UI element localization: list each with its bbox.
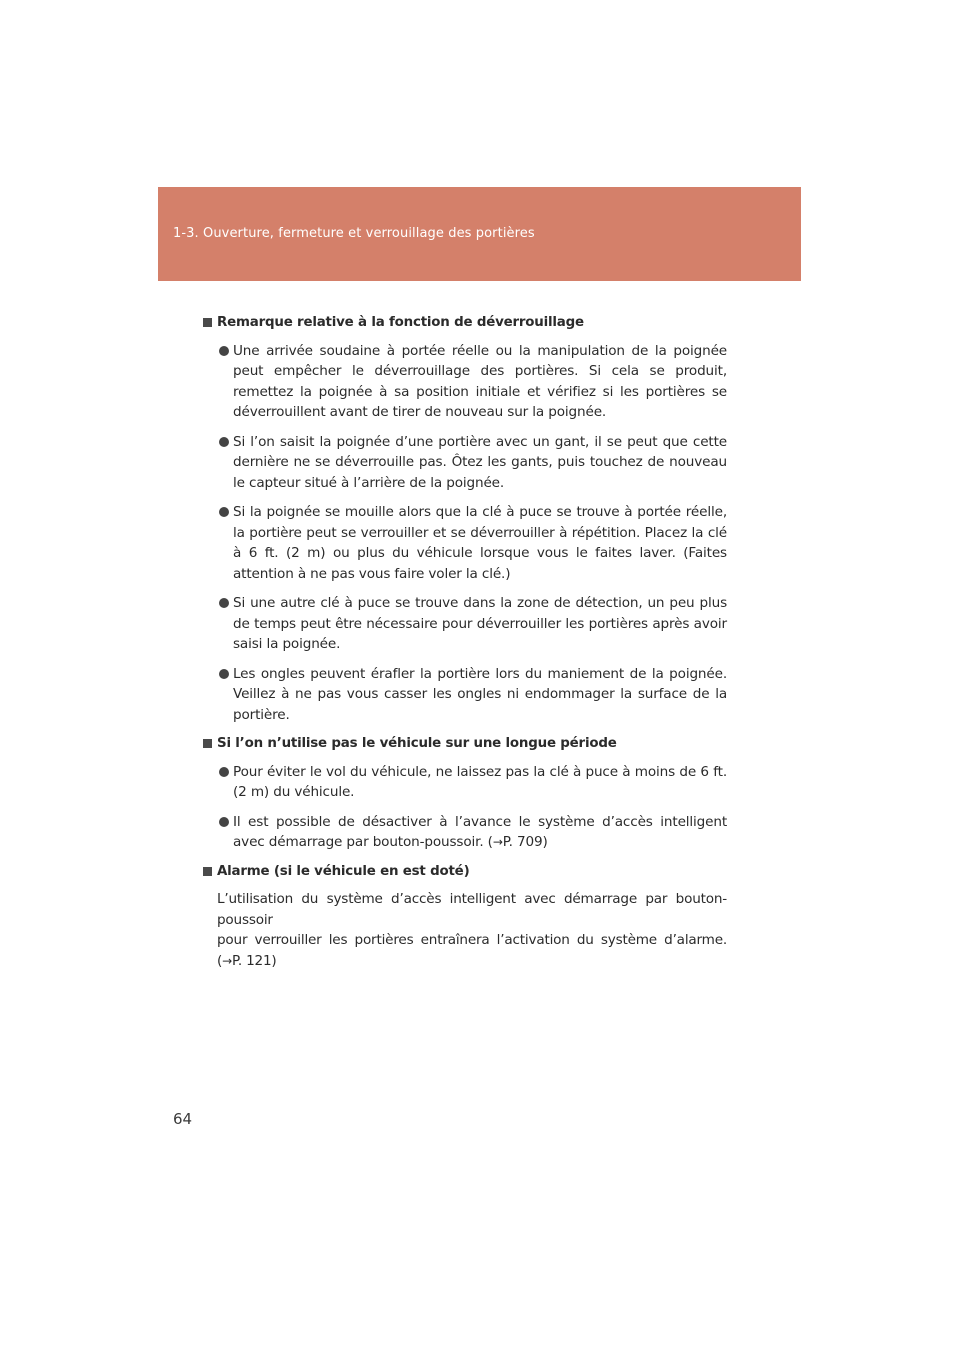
list-item: Les ongles peuvent érafler la portière lors du maniement de la poignée. Veillez à ne pas vous casser les ongles ni endommager la surface de la portière. xyxy=(207,664,727,726)
round-bullet-icon xyxy=(219,817,229,827)
section-long-period xyxy=(207,734,727,853)
list-item: Si l’on saisit la poignée d’une portière avec un gant, il se peut que cette dernière ne se déverrouille pas. Ôtez les gants, puis touchez de nouveau le capteur situé à l’arrière de la poignée. xyxy=(207,432,727,494)
section-heading: Alarme (si le véhicule en est doté) xyxy=(207,862,727,883)
square-bullet-icon xyxy=(203,867,212,876)
round-bullet-icon xyxy=(219,598,229,608)
list-item: Une arrivée soudaine à portée réelle ou la manipulation de la poignée peut empêcher le déverrouillage des portières. Si cela se produit, remettez la poignée à sa position initiale et vérifiez si les portières se déverrouillent avant de tirer de nouveau sur la poignée. xyxy=(207,341,727,423)
page-number: 64 xyxy=(173,1110,193,1128)
square-bullet-icon xyxy=(203,318,212,327)
round-bullet-icon xyxy=(219,507,229,517)
list-item: Si la poignée se mouille alors que la clé à puce se trouve à portée réelle, la portière peut se verrouiller et se déverrouiller à répétition. Placez la clé à 6 ft. (2 m) ou plus du véhicule lorsque vous le faites laver. (Faites attention à ne pas vous faire voler la clé.) xyxy=(207,502,727,584)
arrow-right-icon: → xyxy=(492,835,503,849)
section-alarm xyxy=(207,862,727,972)
chapter-section-title: 1-3. Ouverture, fermeture et verrouillage des portières xyxy=(173,226,535,241)
section-unlock-note xyxy=(207,313,727,725)
round-bullet-icon xyxy=(219,437,229,447)
paragraph: L’utilisation du système d’accès intelligent avec démarrage par bouton-poussoir pour verrouiller les portières entraînera l’activation du système d’alarme. (→P. 121) xyxy=(217,891,727,969)
list-item: Si une autre clé à puce se trouve dans la zone de détection, un peu plus de temps peut être nécessaire pour déverrouiller les portières après avoir saisi la poignée. xyxy=(207,593,727,655)
list-item: Il est possible de désactiver à l’avance le système d’accès intelligent avec démarrage par bouton-poussoir. (→P. 709) xyxy=(207,812,727,853)
round-bullet-icon xyxy=(219,346,229,356)
arrow-right-icon: → xyxy=(222,953,232,968)
page-reference-link[interactable]: P. 709) xyxy=(502,834,548,850)
section-heading: Remarque relative à la fonction de déverrouillage xyxy=(207,313,727,334)
list-item: Pour éviter le vol du véhicule, ne laissez pas la clé à puce à moins de 6 ft. (2 m) du véhicule. xyxy=(207,762,727,803)
square-bullet-icon xyxy=(203,739,212,748)
section-heading: Si l’on n’utilise pas le véhicule sur une longue période xyxy=(207,734,727,755)
page-content xyxy=(207,308,727,980)
round-bullet-icon xyxy=(219,767,229,777)
round-bullet-icon xyxy=(219,669,229,679)
page-reference-link[interactable]: P. 121) xyxy=(231,952,277,969)
